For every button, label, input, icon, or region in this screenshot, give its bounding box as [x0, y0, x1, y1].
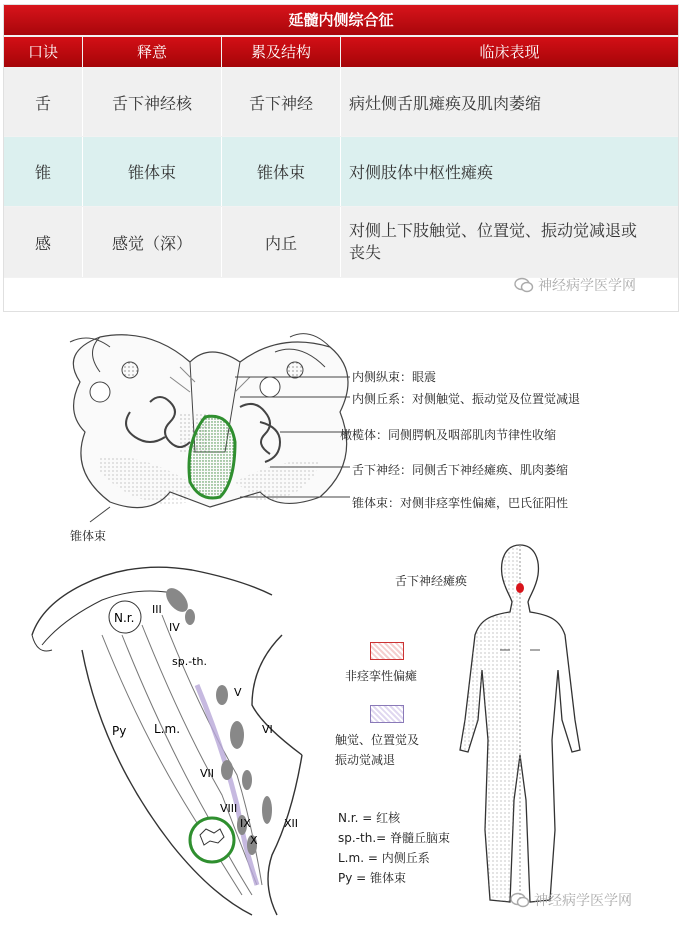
legend-sensory [335, 730, 419, 770]
syndrome-table [3, 4, 679, 312]
header-structure: 累及结构 [222, 37, 340, 67]
wechat-icon [510, 892, 530, 908]
label-vii: VII [200, 767, 215, 780]
table-title: 延髓内侧综合征 [4, 5, 678, 35]
cell-clinical: 对侧肢体中枢性瘫痪 [349, 163, 494, 182]
header-clinical: 临床表现 [341, 37, 678, 67]
cell-structure: 舌下神经 [248, 93, 313, 113]
label-olive: 橄榄体：同侧腭帆及咽部肌肉节律性收缩 [340, 428, 557, 442]
label-spth: sp.-th. [172, 655, 207, 668]
watermark-bottom [510, 890, 632, 910]
label-medial-lemniscus: 内侧丘系：对侧触觉、振动觉及位置觉减退 [352, 392, 581, 406]
label-viii: VIII [220, 802, 238, 815]
cell-clinical: 对侧上下肢触觉、位置觉、振动觉减退或丧失 [349, 221, 638, 262]
label-ix: IX [240, 817, 251, 830]
label-iii: III [152, 603, 162, 616]
cell-clinical: 病灶侧舌肌瘫痪及肌肉萎缩 [349, 93, 542, 113]
cell-meaning: 舌下神经核 [111, 93, 192, 113]
label-iv: IV [169, 621, 180, 634]
abbr-nr: N.r. = 红核 [338, 811, 401, 825]
legend-swatch-sensory [370, 705, 404, 723]
label-pyramid: 锥体束：对侧非痉挛性偏瘫，巴氏征阳性 [352, 496, 569, 510]
legend-swatch-spastic [370, 642, 404, 660]
watermark [514, 275, 636, 295]
label-py: Py [112, 724, 127, 738]
cell-mnemonic: 感 [34, 233, 51, 253]
label-v: V [234, 686, 242, 699]
table-row [4, 207, 678, 277]
label-vi: VI [262, 723, 273, 736]
body-figure [440, 540, 600, 920]
wechat-icon [514, 277, 534, 293]
legend-sensory-line1: 触觉、位置觉及 [335, 733, 420, 747]
watermark-text: 神经病学医学网 [534, 893, 632, 909]
cell-meaning: 锥体束 [127, 163, 176, 182]
label-x: X [250, 834, 258, 847]
label-hypoglossal: 舌下神经：同侧舌下神经瘫痪、肌肉萎缩 [352, 463, 569, 477]
cell-structure: 内丘 [264, 233, 297, 253]
label-lm: L.m. [154, 722, 181, 736]
label-pyramid-bottom: 锥体束 [70, 529, 107, 543]
table-row [4, 68, 678, 136]
abbr-py: Py = 锥体束 [338, 871, 407, 885]
label-nr: N.r. [114, 611, 135, 625]
medulla-section-diagram [40, 322, 370, 542]
body-figure-title: 舌下神经瘫痪 [395, 574, 468, 588]
cell-mnemonic: 舌 [34, 93, 51, 113]
header-meaning: 释意 [83, 37, 221, 67]
cell-meaning: 感觉（深） [111, 233, 192, 253]
abbr-lm: L.m. = 内侧丘系 [338, 851, 430, 865]
cell-structure: 锥体束 [256, 163, 305, 182]
brainstem-diagram [22, 555, 322, 920]
abbreviation-list [338, 808, 450, 888]
legend-sensory-line2: 振动觉减退 [335, 753, 396, 767]
label-xii: XII [284, 817, 299, 830]
legend-spastic: 非痉挛性偏瘫 [345, 669, 418, 683]
header-mnemonic: 口诀 [4, 37, 82, 67]
table-row [4, 137, 678, 206]
watermark-text: 神经病学医学网 [538, 278, 636, 294]
cell-mnemonic: 锥 [34, 163, 51, 182]
label-mlf: 内侧纵束：眼震 [352, 370, 437, 384]
abbr-spth: sp.-th.= 脊髓丘脑束 [338, 831, 451, 845]
